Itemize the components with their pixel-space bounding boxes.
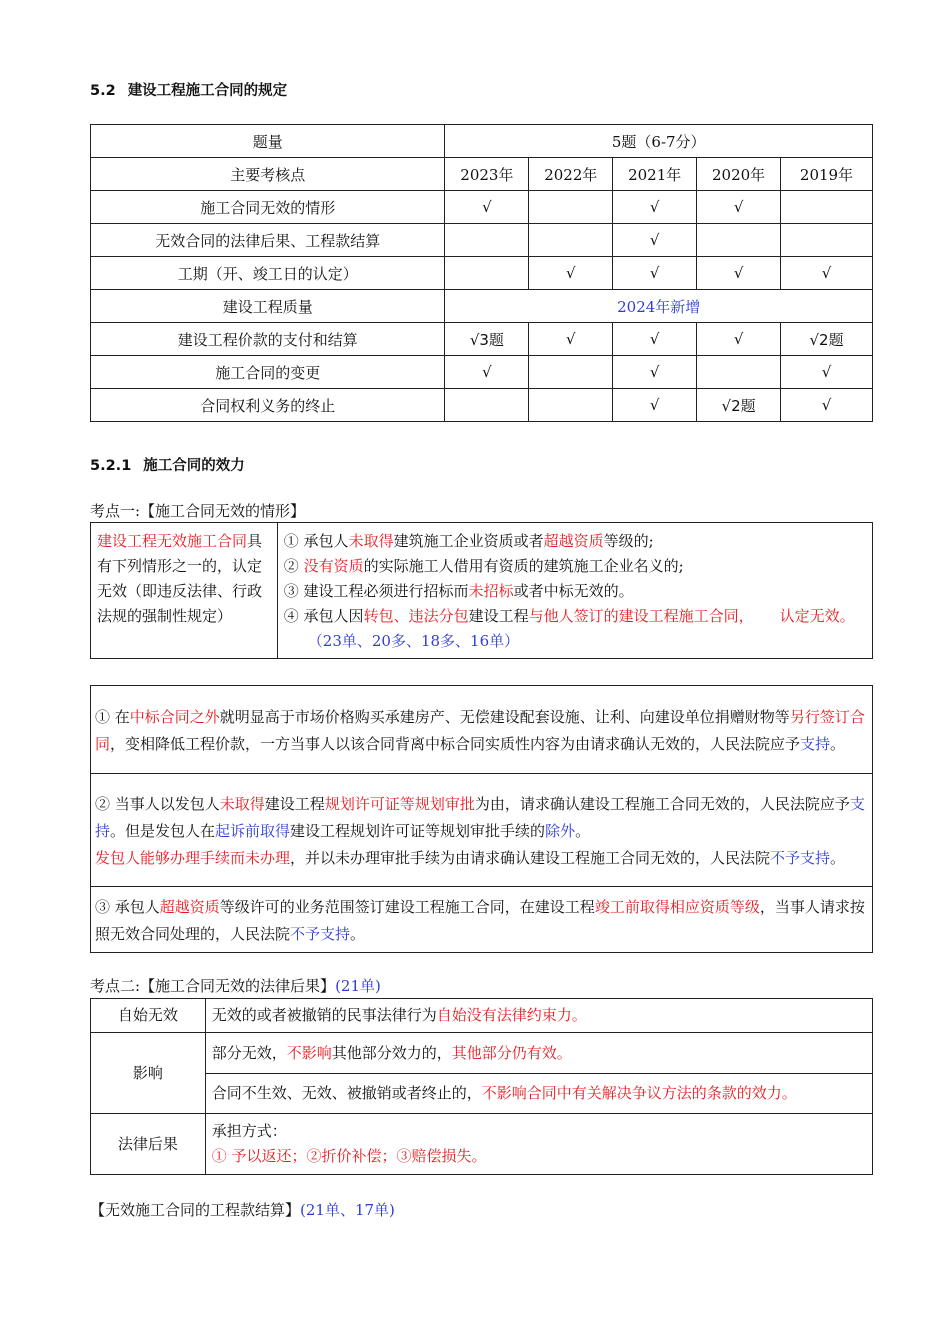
highlight-red: 其他部分仍有效。 [451, 1043, 572, 1062]
check-cell: √ [697, 257, 781, 290]
topic-cell: 建设工程价款的支付和结算 [91, 323, 445, 356]
highlight-red: 发包人能够办理手续而未办理 [95, 849, 291, 867]
highlight-red: 不影响 [286, 1043, 332, 1062]
topic-cell: 施工合同的变更 [91, 356, 445, 389]
check-cell: √ [613, 191, 697, 224]
row-content [205, 999, 872, 1033]
definition-text: 具有下列情形之一的，认定无效（即违反法律、行政法规的强制性规定） [97, 532, 263, 625]
text: 其他部分效力的， [331, 1043, 452, 1062]
text: ① 在 [95, 708, 130, 726]
section-title: 施工合同的效力 [143, 458, 245, 474]
table-row [91, 356, 873, 389]
table-row [91, 1033, 873, 1074]
list-item [284, 579, 866, 604]
check-cell [529, 389, 613, 422]
highlight-red: 规划许可证等规划审批 [324, 795, 475, 813]
check-cell [529, 191, 613, 224]
check-cell: √ [613, 257, 697, 290]
list-item [284, 554, 866, 579]
question-count-label: 题量 [91, 125, 445, 158]
highlight-blue: 起诉前取得 [215, 822, 291, 840]
text: 。但是发包人在 [110, 822, 216, 840]
highlight-red: 另行签订合同 [95, 708, 865, 753]
text: 建设工程规划许可证等规划审批手续的 [290, 822, 546, 840]
highlight-red: 转包、违法分包 [363, 607, 469, 625]
label-text: 考点二:【施工合同无效的法律后果】 [90, 977, 336, 995]
key-points-label: 主要考核点 [91, 158, 445, 191]
highlight-blue: 不予支持 [770, 849, 831, 867]
scenario-list-cell [277, 523, 872, 659]
highlight-blue: 除外 [545, 822, 576, 840]
list-item [284, 529, 866, 554]
scenario-definition-cell [91, 523, 278, 659]
exam-summary-table [90, 124, 873, 422]
check-cell: √ [445, 356, 529, 389]
check-cell [781, 191, 873, 224]
table-row [91, 323, 873, 356]
topic-cell: 无效合同的法律后果、工程款结算 [91, 224, 445, 257]
text: 合同不生效、无效、被撤销或者终止的， [211, 1084, 482, 1102]
list-item [284, 604, 866, 654]
row-content [205, 1033, 872, 1074]
check-cell [445, 389, 529, 422]
topic-cell: 施工合同无效的情形 [91, 191, 445, 224]
check-cell: √ [445, 191, 529, 224]
text: ② [283, 557, 304, 575]
check-cell: √ [781, 356, 873, 389]
check-cell: √ [697, 323, 781, 356]
check-cell: √ [613, 389, 697, 422]
table-row [91, 1114, 873, 1175]
check-cell: √ [781, 389, 873, 422]
row-label: 影响 [91, 1033, 206, 1114]
highlight-red: 没有资质 [303, 557, 364, 575]
check-cell: √ [529, 257, 613, 290]
table-row [91, 191, 873, 224]
highlight-red: 超越资质 [543, 532, 604, 550]
check-cell [697, 356, 781, 389]
check-cell: √ [697, 191, 781, 224]
text: 建设工程 [264, 795, 325, 813]
highlight-blue: 不予支持 [290, 925, 351, 943]
check-cell: √ [613, 224, 697, 257]
text: 。 [830, 735, 846, 753]
table-row [91, 257, 873, 290]
table-row [91, 224, 873, 257]
new-in-2024-badge: 2024年新增 [445, 290, 873, 323]
table-row [91, 999, 873, 1033]
table-row [91, 290, 873, 323]
text: ③ 承包人 [95, 898, 160, 916]
table-row [91, 1074, 873, 1114]
question-count-value: 5题（6-7分） [445, 125, 873, 158]
check-cell: √ [529, 323, 613, 356]
topic-cell: 建设工程质量 [91, 290, 445, 323]
topic-cell: 工期（开、竣工日的认定） [91, 257, 445, 290]
table-row [91, 389, 873, 422]
rule-cell [91, 774, 873, 887]
row-label: 法律后果 [91, 1114, 206, 1175]
year-header: 2020年 [697, 158, 781, 191]
table-row [91, 774, 873, 887]
check-cell [529, 356, 613, 389]
check-cell [445, 257, 529, 290]
check-cell: √3题 [445, 323, 529, 356]
text: 。 [575, 822, 591, 840]
highlight-red: 中标合同之外 [129, 708, 220, 726]
settlement-label [90, 1199, 395, 1220]
exam-frequency-note: （23单、20多、18多、16单） [307, 632, 520, 650]
check-cell [781, 224, 873, 257]
text: ② 当事人以发包人 [95, 795, 220, 813]
highlight-red: 超越资质 [159, 898, 220, 916]
section-title: 建设工程施工合同的规定 [127, 83, 288, 99]
row-content [205, 1074, 872, 1114]
check-cell [445, 224, 529, 257]
rule-cell [91, 686, 873, 774]
table-row [91, 887, 873, 953]
check-cell: √ [613, 323, 697, 356]
text: 建筑施工企业资质或者 [393, 532, 544, 550]
text: ③ 建设工程必须进行招标而 [283, 582, 469, 600]
topic-cell: 合同权利义务的终止 [91, 389, 445, 422]
text: 。 [830, 849, 846, 867]
check-cell: √ [781, 257, 873, 290]
key-point-2-label [90, 975, 381, 996]
year-header: 2019年 [781, 158, 873, 191]
legal-consequences-table [90, 998, 873, 1175]
check-cell: √2题 [781, 323, 873, 356]
text: 或者中标无效的。 [513, 582, 634, 600]
highlight-red: 未招标 [468, 582, 514, 600]
highlight-red: 不影响合同中有关解决争议方法的条款的效力。 [481, 1084, 797, 1102]
label-text: 【无效施工合同的工程款结算】 [90, 1201, 301, 1219]
highlight-red: 竣工前取得相应资质等级 [594, 898, 760, 916]
row-content [205, 1114, 872, 1175]
year-header: 2022年 [529, 158, 613, 191]
text: ，并以未办理审批手续为由请求确认建设工程施工合同无效的，人民法院 [290, 849, 771, 867]
highlight-red: 与他人签订的建设工程施工合同， [528, 607, 754, 625]
highlight-red: 认定无效。 [779, 607, 855, 625]
section-number: 5.2 [90, 83, 116, 99]
text: 等级许可的业务范围签订建设工程施工合同，在建设工程 [219, 898, 595, 916]
highlight-red: 未取得 [219, 795, 265, 813]
text: 的实际施工人借用有资质的建筑施工企业名义的; [363, 557, 684, 575]
table-header-row [91, 158, 873, 191]
rule-cell [91, 887, 873, 953]
table-row [91, 523, 873, 659]
text: 就明显高于市场价格购买承建房产、无偿建设配套设施、让利、向建设单位捐赠财物等 [219, 708, 790, 726]
highlight-blue: 支持 [95, 795, 865, 840]
highlight-red: ① 予以返还；②折价补偿；③赔偿损失。 [211, 1147, 487, 1165]
text: 为由，请求确认建设工程施工合同无效的，人民法院应予 [474, 795, 850, 813]
text: 等级的; [603, 532, 654, 550]
check-cell [529, 224, 613, 257]
check-cell [697, 224, 781, 257]
check-cell: √2题 [697, 389, 781, 422]
section-number: 5.2.1 [90, 458, 132, 474]
table-row [91, 686, 873, 774]
section-heading-5-2-1 [90, 454, 245, 475]
highlight-red: 自始没有法律约束力。 [436, 1006, 587, 1024]
text: ① 承包人 [283, 532, 349, 550]
text: ④ 承包人因 [283, 607, 364, 625]
key-point-1-label: 考点一:【施工合同无效的情形】 [90, 502, 306, 520]
text: 。 [350, 925, 366, 943]
table-row [91, 125, 873, 158]
invalid-contract-scenarios-table [90, 522, 873, 659]
definition-highlight: 建设工程无效施工合同 [97, 532, 248, 550]
text: 部分无效， [211, 1043, 287, 1062]
check-cell: √ [613, 356, 697, 389]
row-label: 自始无效 [91, 999, 206, 1033]
text: 建设工程 [468, 607, 529, 625]
text: 无效的或者被撤销的民事法律行为 [211, 1006, 437, 1024]
text: 承担方式： [211, 1122, 287, 1140]
exam-frequency-note: (21单) [335, 977, 381, 995]
highlight-red: 未取得 [348, 532, 394, 550]
exam-frequency-note: (21单、17单) [300, 1201, 395, 1219]
year-header: 2021年 [613, 158, 697, 191]
judicial-rules-table [90, 685, 873, 953]
text: ，当事人请求按照无效合同处理的，人民法院 [95, 898, 865, 943]
highlight-blue: 支持 [800, 735, 831, 753]
text: ，变相降低工程价款，一方当事人以该合同背离中标合同实质性内容为由请求确认无效的，人民法院应予 [110, 735, 801, 753]
year-header: 2023年 [445, 158, 529, 191]
section-heading-5-2 [90, 79, 287, 100]
